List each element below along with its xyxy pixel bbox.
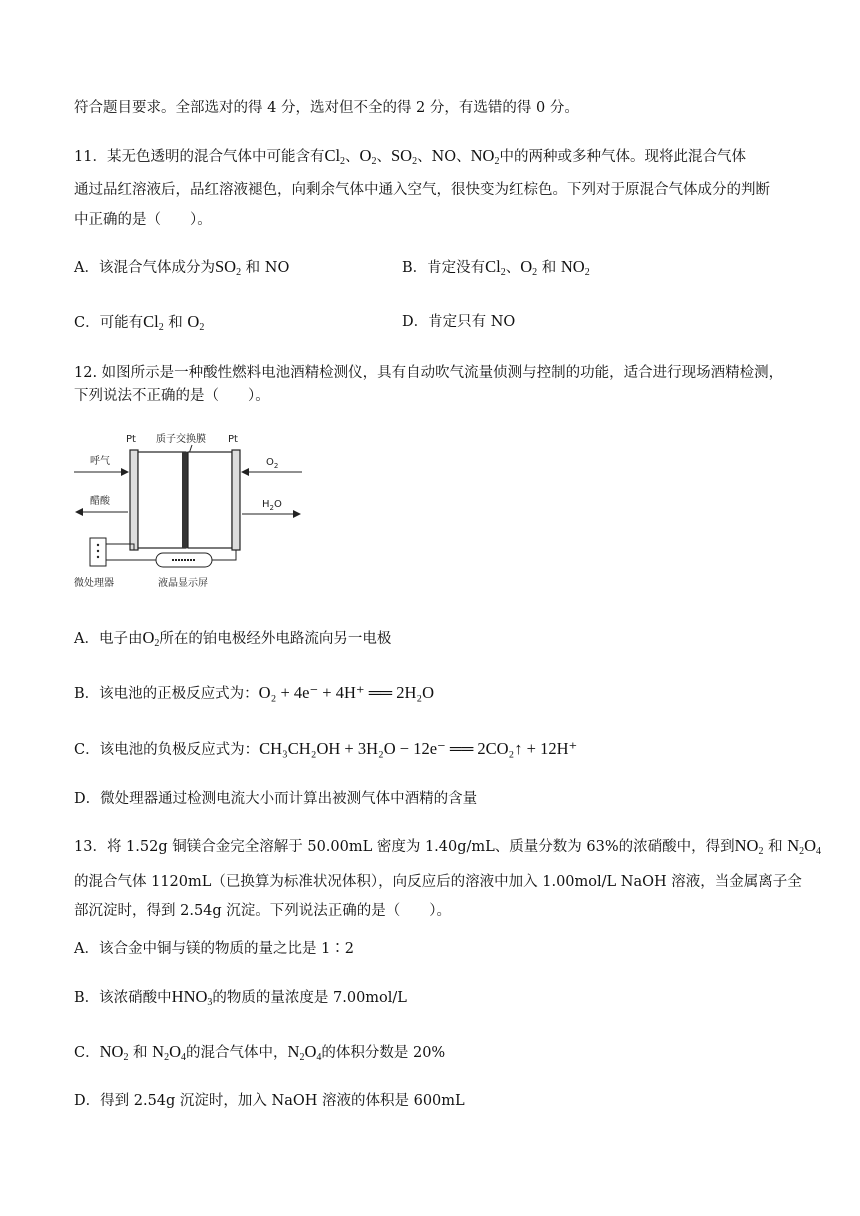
label-membrane: 质子交换膜 (156, 434, 206, 445)
formula-cl2: $Cl_2$ (324, 146, 346, 167)
label-acetic-acid: 醋酸 (90, 496, 110, 507)
q12-stem-line1: 12. 如图所示是一种酸性燃料电池酒精检测仪，具有自动吹气流量侦测与控制的功能，适合进行现场酒精检测， (74, 365, 784, 381)
q11-stem-line2: 通过品红溶液后，品红溶液褪色，向剩余气体中通入空气，很快变为红棕色。下列对于原混合气体成分的判断 (74, 182, 770, 198)
label-microprocessor: 微处理器 (74, 578, 114, 589)
q12-stem-line2: 下列说法不正确的是（ ）。 (74, 388, 270, 404)
q12-option-d[interactable]: D．微处理器通过检测电流大小而计算出被测气体中酒精的含量 (74, 791, 478, 807)
q11-option-c[interactable]: C．可能有$Cl_2$ 和 $O_2$ (74, 312, 205, 333)
q12-option-a[interactable]: A．电子由$O_2$所在的铂电极经外电路流向另一电极 (74, 628, 392, 649)
label-breath: 呼气 (90, 456, 110, 467)
q12-option-b[interactable]: B．该电池的正极反应式为：O₂ + 4e⁻ + 4H⁺ ══ 2H₂O (74, 683, 435, 702)
q11-option-a[interactable]: A．该混合气体成分为$SO_2$ 和 NO (74, 257, 290, 278)
q13-stem-line2: 的混合气体 1120mL（已换算为标准状况体积），向反应后的溶液中加入 1.00mol/L NaOH 溶液，当金属离子全 (74, 874, 802, 890)
left-electrode (130, 450, 138, 550)
instructions-line: 符合题目要求。全部选对的得 4 分，选对但不全的得 2 分，有选错的得 0 分。 (74, 100, 579, 116)
q11-stem-line1: 11．某无色透明的混合气体中可能含有$Cl_2$、$O_2$、$SO_2$、NO、$NO_2$中的两种或多种气体。现将此混合气体 (74, 146, 746, 167)
q11-stem-line3: 中正确的是（ ）。 (74, 212, 212, 228)
label-h2o: $H_2O$ (262, 499, 282, 512)
q11-option-b[interactable]: B．肯定没有$Cl_2$、$O_2$ 和 $NO_2$ (402, 257, 590, 278)
label-pt-left: Pt (126, 434, 136, 445)
q12-option-c[interactable]: C．该电池的负极反应式为：CH₃CH₂OH + 3H₂O − 12e⁻ ══ 2CO₂↑ + 12H⁺ (74, 739, 578, 758)
label-o2: $O_2$ (266, 457, 279, 470)
proton-membrane (182, 452, 188, 548)
right-electrode (232, 450, 240, 550)
q13-option-d[interactable]: D．得到 2.54g 沉淀时，加入 NaOH 溶液的体积是 600mL (74, 1093, 465, 1109)
label-lcd: 液晶显示屏 (158, 578, 208, 589)
q13-option-c[interactable]: C．$NO_2$ 和 $N_2O_4$的混合气体中，$N_2O_4$的体积分数是 20% (74, 1042, 446, 1063)
formula-no2: $NO_2$ (470, 146, 500, 167)
q13-option-a[interactable]: A．该合金中铜与镁的物质的量之比是 1∶2 (74, 941, 355, 957)
q13-option-b[interactable]: B．该浓硝酸中$HNO_3$的物质的量浓度是 7.00mol/L (74, 987, 407, 1008)
negative-electrode-equation: CH₃CH₂OH + 3H₂O − 12e⁻ ══ 2CO₂↑ + 12H⁺ (259, 739, 578, 758)
formula-o2: $O_2$ (359, 146, 377, 167)
q11-option-d[interactable]: D．肯定只有 NO (402, 314, 516, 330)
q13-stem-line3: 部沉淀时，得到 2.54g 沉淀。下列说法正确的是（ ）。 (74, 903, 452, 919)
fuel-cell-diagram (70, 432, 330, 592)
formula-so2: $SO_2$ (390, 146, 418, 167)
label-pt-right: Pt (228, 434, 238, 445)
q13-stem-line1: 13．将 1.52g 铜镁合金完全溶解于 50.00mL 密度为 1.40g/mL、质量分数为 63%的浓硝酸中，得到$NO_2$ 和 $N_2O_4$ (74, 836, 822, 857)
positive-electrode-equation: O₂ + 4e⁻ + 4H⁺ ══ 2H₂O (258, 683, 435, 702)
